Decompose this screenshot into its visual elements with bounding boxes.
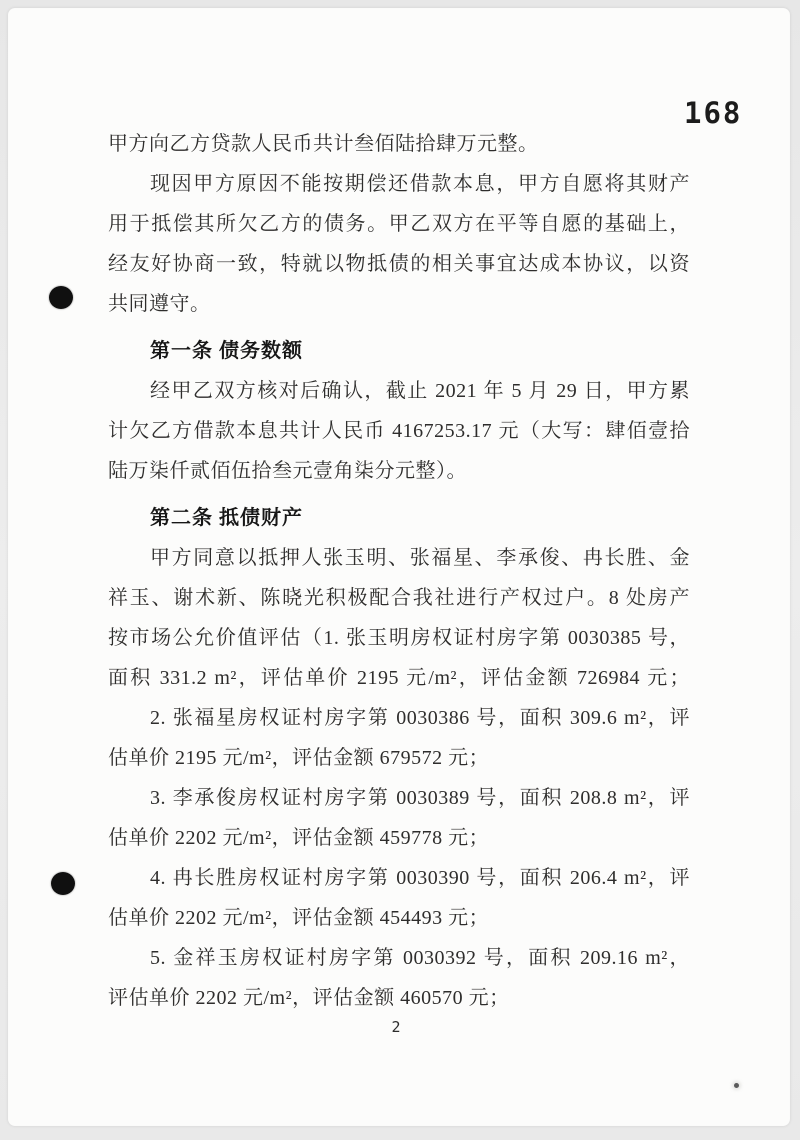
scanned-page — [8, 8, 790, 1126]
document-line: 祥玉、谢术新、陈晓光积极配合我社进行产权过户。8 处房产 — [108, 587, 690, 609]
document-line: 面积 331.2 m²，评估单价 2195 元/m²，评估金额 726984 元； — [108, 667, 690, 689]
document-line: 估单价 2202 元/m²，评估金额 454493 元； — [108, 907, 490, 929]
document-line: 评估单价 2202 元/m²，评估金额 460570 元； — [108, 987, 510, 1009]
document-line: 2. 张福星房权证村房字第 0030386 号，面积 309.6 m²，评 — [150, 707, 690, 729]
document-heading-line: 第一条 债务数额 — [150, 340, 303, 362]
document-line: 5. 金祥玉房权证村房字第 0030392 号，面积 209.16 m²， — [150, 947, 690, 969]
hole-punch-mark — [51, 872, 75, 895]
document-line: 甲方同意以抵押人张玉明、张福星、李承俊、冉长胜、金 — [150, 547, 690, 569]
document-body — [108, 124, 690, 1018]
document-line: 估单价 2195 元/m²，评估金额 679572 元； — [108, 747, 490, 769]
scan-speck — [734, 1083, 739, 1088]
document-line: 经友好协商一致，特就以物抵债的相关事宜达成本协议，以资 — [108, 253, 690, 275]
document-line: 现因甲方原因不能按期偿还借款本息，甲方自愿将其财产 — [150, 173, 690, 195]
document-line: 3. 李承俊房权证村房字第 0030389 号，面积 208.8 m²，评 — [150, 787, 690, 809]
document-heading-line: 第二条 抵债财产 — [150, 507, 303, 529]
document-line: 共同遵守。 — [108, 293, 211, 315]
document-line: 陆万柒仟贰佰伍拾叁元壹角柒分元整）。 — [108, 460, 467, 482]
document-line: 经甲乙双方核对后确认，截止 2021 年 5 月 29 日，甲方累 — [150, 380, 690, 402]
footer-page-number: 2 — [391, 1018, 401, 1036]
document-line: 甲方向乙方贷款人民币共计叁佰陆拾肆万元整。 — [108, 133, 539, 155]
document-line: 按市场公允价值评估（1. 张玉明房权证村房字第 0030385 号， — [108, 627, 690, 649]
hole-punch-mark — [49, 286, 73, 309]
document-line: 用于抵偿其所欠乙方的债务。甲乙双方在平等自愿的基础上， — [108, 213, 690, 235]
document-line: 估单价 2202 元/m²，评估金额 459778 元； — [108, 827, 490, 849]
document-line: 计欠乙方借款本息共计人民币 4167253.17 元（大写：肆佰壹拾 — [108, 420, 690, 442]
document-line: 4. 冉长胜房权证村房字第 0030390 号，面积 206.4 m²，评 — [150, 867, 690, 889]
page-stamp-number: 168 — [684, 96, 743, 130]
